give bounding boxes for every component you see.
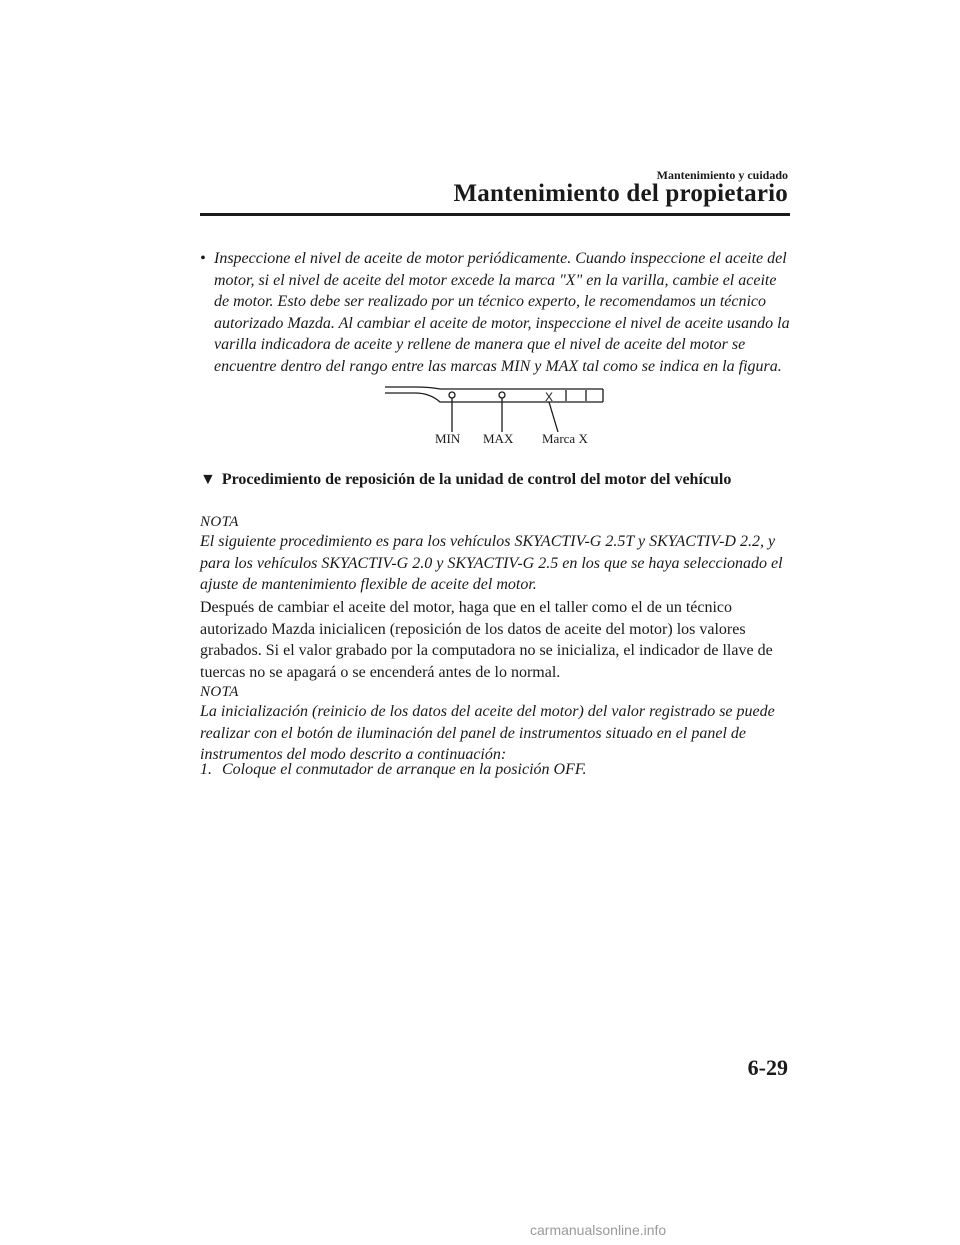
step-text: Coloque el conmutador de arranque en la posición OFF. [222,761,587,778]
section-heading-text: Procedimiento de reposición de la unidad de control del motor del vehículo [221,471,732,488]
header-section-label: Mantenimiento y cuidado [656,168,788,182]
header-divider [200,213,790,216]
step-number: 1. [200,761,212,778]
dipstick-handle-bottom [385,393,603,402]
min-hole-icon [449,392,455,398]
note-label: NOTA [200,684,239,700]
x-mark: X [545,390,554,404]
list-item [200,761,792,779]
note-label: NOTA [200,514,239,530]
mark-x-label: Marca X [542,431,588,446]
section-heading [200,471,731,489]
triangle-down-icon: ▼ [200,471,216,488]
min-label: MIN [435,431,461,446]
bullet-item [200,248,792,378]
dipstick-handle-top [385,387,603,389]
mark-x-leader-line [549,402,558,432]
bullet-text: Inspeccione el nivel de aceite de motor periódicamente. Cuando inspeccione el aceite del motor, si el nivel de aceite del motor excede la marca "X" en la varilla, cambie el aceite de motor. Esto debe ser realizado por un técnico experto, le recomendamos un técnico autorizado Mazda. Al cambiar el aceite de motor, inspeccione el nivel de aceite usando la varilla indicadora de aceite y rellene de manera que el nivel de aceite del motor se encuentre dentro del rango entre las marcas MIN y MAX tal como se indica en la figura. [214,250,790,375]
note-text: La inicialización (reinicio de los datos del aceite del motor) del valor registrado se puede realizar con el botón de iluminación del panel de instrumentos situado en el panel de instrumentos del modo descrito a continuación: [200,703,775,764]
max-hole-icon [499,392,505,398]
note-text: El siguiente procedimiento es para los vehículos SKYACTIV-G 2.5T y SKYACTIV-D 2.2, y para los vehículos SKYACTIV-G 2.0 y SKYACTIV-G 2.5 en los que se haya seleccionado el ajuste de mantenimiento flexible de aceite del motor. [200,533,783,594]
body-paragraph: Después de cambiar el aceite del motor, haga que en el taller como el de un técnico autorizado Mazda inicialicen (reposición de los datos de aceite del motor) los valores grabados. Si el valor grabado por la computadora no se inicializa, el indicador de llave de tuercas no se apagará o se encenderá antes de lo normal. [200,599,773,681]
max-label: MAX [483,431,514,446]
dipstick-figure [385,380,610,450]
watermark-link[interactable]: carmanualsonline.info [530,1222,667,1238]
page-number: 6-29 [747,1055,788,1080]
bullet-dot-icon: • [200,250,206,267]
page-title: Mantenimiento del propietario [453,180,788,207]
